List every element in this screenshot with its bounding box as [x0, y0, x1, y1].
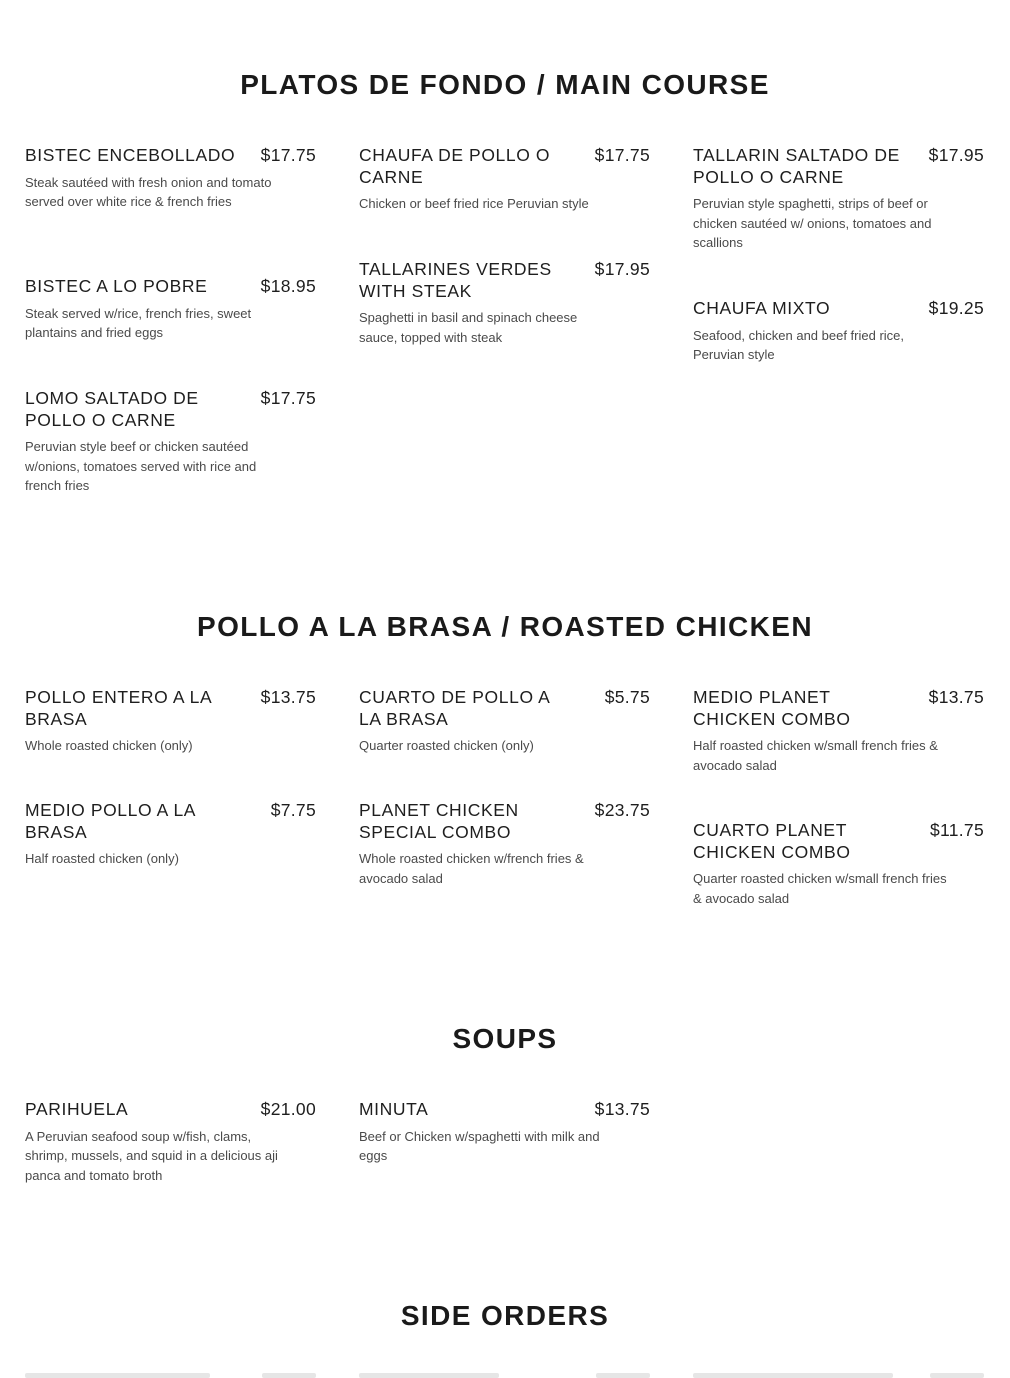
item-price: $11.75 [929, 820, 984, 840]
cut-off-item-price [262, 1373, 316, 1378]
cut-off-menu-row [0, 1370, 1010, 1378]
cut-off-item-name [693, 1373, 893, 1378]
item-description: Beef or Chicken w/spaghetti with milk and eggs [359, 1128, 600, 1164]
item-description: Seafood, chicken and beef fried rice, Peruvian style [693, 327, 905, 363]
menu-item [25, 687, 316, 756]
cut-off-item-name [25, 1373, 210, 1378]
item-description: A Peruvian seafood soup w/fish, clams, shrimp, mussels, and squid in a delicious aji panca and tomato broth [25, 1128, 278, 1183]
item-name: CUARTO DE POLLO A LA BRASA [359, 687, 550, 729]
item-name: BISTEC A LO POBRE [25, 276, 208, 296]
menu-item [693, 820, 984, 908]
item-description: Chicken or beef fried rice Peruvian style [359, 196, 589, 211]
section-title: SIDE ORDERS [400, 1300, 610, 1331]
item-description: Peruvian style beef or chicken sautéed w/onions, tomatoes served with rice and french fries [25, 439, 257, 494]
item-description: Whole roasted chicken w/french fries & avocado salad [359, 851, 584, 886]
item-name: CHAUFA MIXTO [693, 298, 831, 318]
menu-item [693, 687, 984, 775]
item-name: TALLARINES VERDES WITH STEAK [359, 259, 552, 301]
item-name: LOMO SALTADO DE POLLO O CARNE [25, 388, 199, 430]
item-name: CHAUFA DE POLLO O CARNE [359, 145, 551, 187]
menu-item [25, 276, 316, 343]
item-name: PARIHUELA [25, 1099, 129, 1119]
item-price: $21.00 [260, 1099, 316, 1119]
item-name: MEDIO POLLO A LA BRASA [25, 800, 196, 842]
item-price: $17.75 [260, 145, 316, 165]
item-price: $17.75 [594, 145, 650, 165]
menu-item [25, 800, 316, 869]
item-price: $5.75 [604, 687, 650, 707]
section-title: SOUPS [452, 1023, 558, 1054]
item-name: CUARTO PLANET CHICKEN COMBO [693, 820, 851, 862]
menu-item [25, 1099, 316, 1185]
menu-item [693, 298, 984, 365]
section-title: PLATOS DE FONDO / MAIN COURSE [240, 69, 770, 100]
item-description: Half roasted chicken w/small french fries & avocado salad [693, 738, 938, 773]
menu-item [359, 800, 650, 888]
item-price: $13.75 [260, 687, 316, 707]
cut-off-item-price [930, 1373, 984, 1378]
item-name: BISTEC ENCEBOLLADO [25, 145, 236, 165]
item-description: Steak sautéed with fresh onion and tomato served over white rice & french fries [25, 174, 272, 210]
menu-item [359, 259, 650, 347]
menu-item [359, 145, 650, 214]
item-description: Half roasted chicken (only) [25, 851, 179, 866]
item-price: $17.95 [928, 145, 984, 165]
menu-item [693, 145, 984, 253]
item-price: $18.95 [260, 276, 316, 296]
item-name: TALLARIN SALTADO DE POLLO O CARNE [693, 145, 900, 187]
item-price: $17.75 [260, 388, 316, 408]
menu-item [359, 687, 650, 756]
item-name: MEDIO PLANET CHICKEN COMBO [693, 687, 851, 729]
item-name: POLLO ENTERO A LA BRASA [25, 687, 212, 729]
menu-item [25, 145, 316, 212]
section-title: POLLO A LA BRASA / ROASTED CHICKEN [197, 611, 813, 642]
item-description: Spaghetti in basil and spinach cheese sauce, topped with steak [359, 310, 578, 345]
item-description: Steak served w/rice, french fries, sweet plantains and fried eggs [25, 305, 252, 341]
item-description: Quarter roasted chicken w/small french fries & avocado salad [693, 871, 947, 906]
item-name: PLANET CHICKEN SPECIAL COMBO [359, 800, 519, 842]
item-price: $13.75 [928, 687, 984, 707]
menu-item [25, 388, 316, 496]
cut-off-item-price [596, 1373, 650, 1378]
item-price: $17.95 [594, 259, 650, 279]
item-description: Whole roasted chicken (only) [25, 738, 193, 753]
item-price: $19.25 [928, 298, 984, 318]
cut-off-item-name [359, 1373, 499, 1378]
item-name: MINUTA [359, 1099, 429, 1119]
menu-item [359, 1099, 650, 1166]
item-description: Peruvian style spaghetti, strips of beef or chicken sautéed w/ onions, tomatoes and scallions [693, 196, 932, 251]
item-description: Quarter roasted chicken (only) [359, 738, 534, 753]
item-price: $13.75 [594, 1099, 650, 1119]
item-price: $23.75 [594, 800, 650, 820]
item-price: $7.75 [270, 800, 316, 820]
